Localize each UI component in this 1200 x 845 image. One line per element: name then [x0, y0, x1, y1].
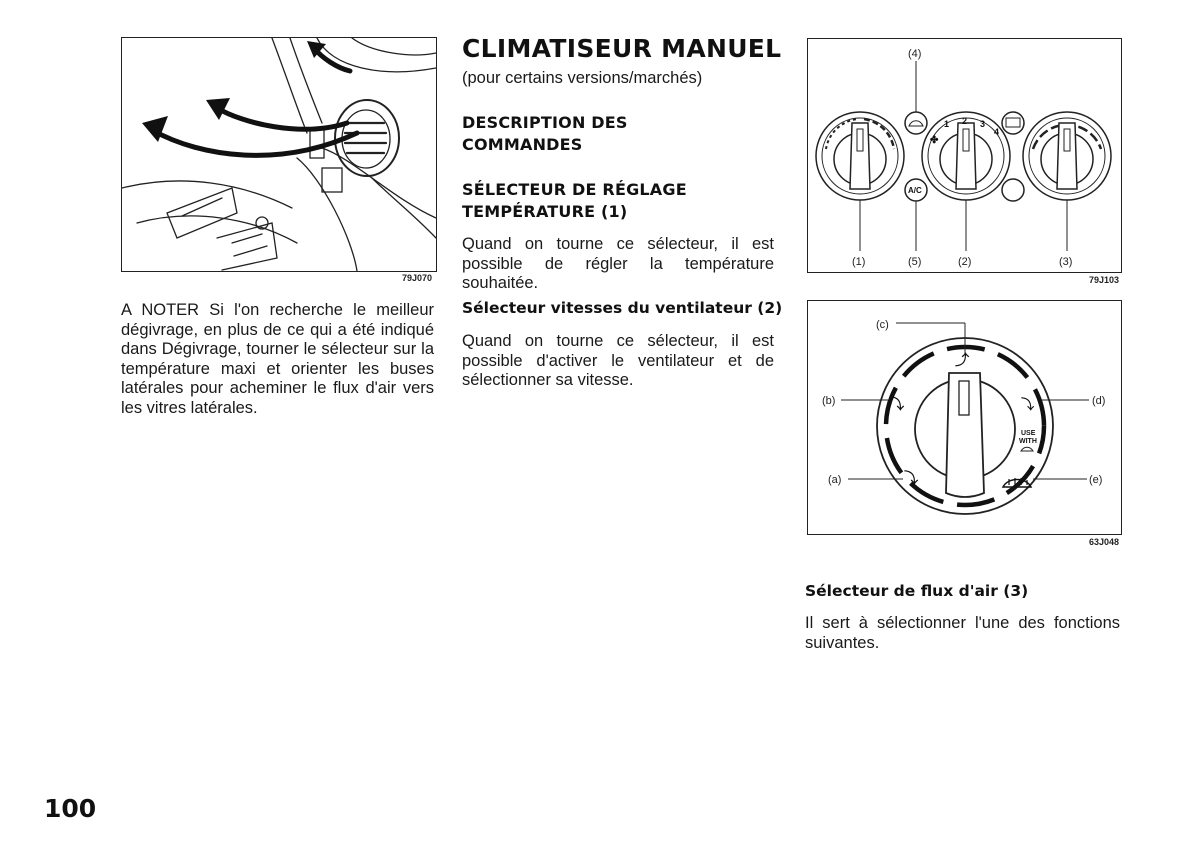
note-paragraph: A NOTER Si l'on recherche le meilleur dégivrage, en plus de ce qui a été indiqué dans Dégivrage, tourner le sélecteur sur la température maxi et orienter les buses latérales pour acheminer le flux d'air vers les vitres latérales. — [121, 301, 434, 417]
section-heading-line1: DESCRIPTION DES — [462, 113, 628, 132]
page-number: 100 — [44, 794, 97, 823]
page-subtitle: (pour certains versions/marchés) — [462, 69, 703, 87]
airflow-paragraph: Il sert à sélectionner l'une des fonctions suivantes. — [805, 614, 1120, 652]
label-b: (b) — [822, 395, 836, 407]
ac-label: A/C — [908, 186, 922, 195]
floor-defrost-icon: ⤵ — [1021, 397, 1035, 412]
figure-airflow-knob — [807, 300, 1122, 535]
fan-speed-paragraph: Quand on tourne ce sélecteur, il est possible d'activer le ventilateur et de sélectionner sa vitesse. — [462, 332, 774, 389]
face-vent-icon: ⤴ — [955, 352, 969, 368]
blank-button-icon — [1002, 179, 1024, 201]
figure-code-2: 63J048 — [1089, 537, 1120, 547]
use-with-label: USE — [1021, 430, 1036, 437]
figure-control-panel — [807, 38, 1122, 273]
rear-defrost-button-icon — [1002, 112, 1024, 134]
airflow-knob-icon — [1023, 112, 1111, 200]
temperature-heading-line2: TEMPÉRATURE (1) — [462, 202, 628, 221]
label-5: (5) — [908, 256, 922, 268]
temperature-paragraph: Quand on tourne ce sélecteur, il est possible de régler la température souhaitée. — [462, 235, 774, 292]
page-title: CLIMATISEUR MANUEL — [462, 34, 782, 63]
label-4: (4) — [908, 48, 922, 60]
airflow-heading: Sélecteur de flux d'air (3) — [805, 582, 1029, 600]
label-d: (d) — [1092, 395, 1106, 407]
label-1: (1) — [852, 256, 866, 268]
section-heading-line2: COMMANDES — [462, 135, 583, 154]
fan-speed-3: 3 — [980, 119, 986, 129]
fan-speed-4: 4 — [994, 127, 1000, 137]
figure-code-1: 79J103 — [1089, 275, 1120, 285]
temperature-heading-line1: SÉLECTEUR DE RÉGLAGE — [462, 180, 687, 199]
fan-icon: ✤ — [930, 135, 939, 146]
section-heading — [462, 112, 628, 156]
air-vent-drawing — [122, 38, 436, 271]
label-a: (a) — [828, 474, 842, 486]
temperature-knob-icon — [816, 112, 904, 200]
fan-speed-knob-icon — [922, 112, 1010, 200]
figure-code: 79J070 — [402, 273, 433, 283]
ac-button-icon — [905, 179, 927, 201]
label-3: (3) — [1059, 256, 1073, 268]
fan-speed-1: 1 — [944, 119, 950, 129]
fan-speed-heading: Sélecteur vitesses du ventilateur (2) — [462, 299, 783, 317]
recirculation-button-icon — [905, 112, 927, 134]
airflow-knob-drawing — [808, 301, 1121, 534]
temperature-heading — [462, 179, 687, 223]
control-panel-drawing — [808, 39, 1121, 272]
use-with-label-2: WITH — [1019, 438, 1037, 445]
label-2: (2) — [958, 256, 972, 268]
bi-level-icon: ⤵ — [890, 396, 904, 412]
label-c: (c) — [876, 319, 889, 331]
fan-speed-2: 2 — [962, 116, 968, 126]
figure-air-vent-illustration — [121, 37, 437, 272]
floor-vent-icon: ⤵ — [904, 470, 918, 486]
label-e: (e) — [1089, 474, 1103, 486]
